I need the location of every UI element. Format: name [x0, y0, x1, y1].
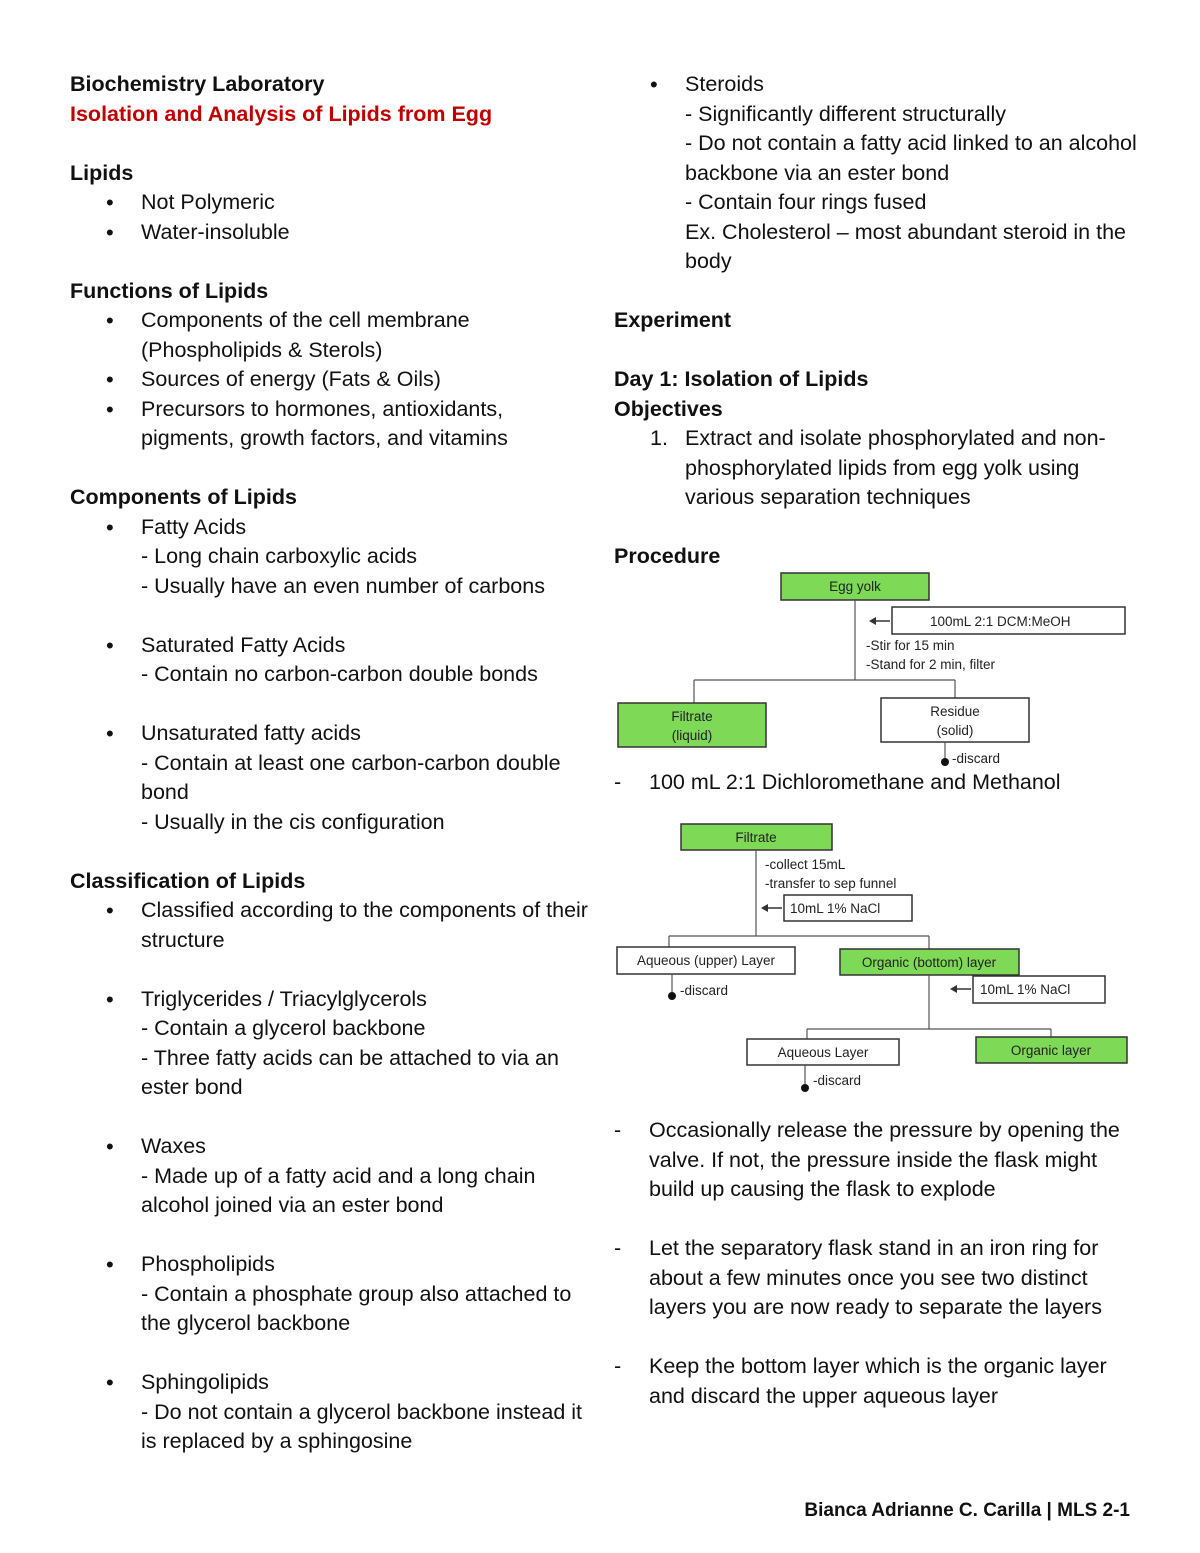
discard-dot [668, 992, 676, 1000]
procedure-heading: Procedure [614, 544, 721, 568]
item-title: • Saturated Fatty Acids [141, 632, 346, 657]
aqueous-upper-label: Aqueous (upper) Layer [636, 953, 776, 968]
discard-label: -discard [813, 1073, 862, 1088]
item-title: • Fatty Acids [141, 514, 247, 539]
procedure-note [614, 1234, 1144, 1323]
procedure-note [614, 768, 1144, 798]
filtrate-label: Filtrate [671, 708, 713, 724]
list-item: • Components of the cell membrane (Phospholipids & Sterols) [70, 306, 590, 365]
item-title: • Triglycerides / Triacylglycerols [141, 986, 427, 1011]
experiment-heading: Experiment [614, 308, 732, 332]
organic-bottom-label: Organic (bottom) layer [861, 955, 997, 970]
list-item [70, 896, 590, 955]
item-line: - Long chain carboxylic acids [141, 544, 418, 568]
topic-title: Isolation and Analysis of Lipids from Egg [70, 101, 493, 126]
day1-heading: Day 1: Isolation of Lipids [614, 367, 869, 391]
item-title: • Phospholipids [141, 1252, 275, 1276]
step-label: -transfer to sep funnel [765, 876, 897, 891]
procedure-flowchart-1 [614, 572, 1144, 768]
note-text: 100 mL 2:1 Dichloromethane and Methanol [649, 769, 1061, 794]
classification-list [70, 896, 590, 1457]
item-line: - Three fatty acids can be attached to via an ester bond [141, 1045, 559, 1099]
item-title: • Steroids [685, 72, 764, 96]
item-line: - Made up of a fatty acid and a long chain alcohol joined via an ester bond [141, 1163, 536, 1217]
course-title: Biochemistry Laboratory [70, 72, 325, 96]
author-footer: Bianca Adrianne C. Carilla | MLS 2-1 [804, 1500, 1130, 1521]
reagent-label: 10mL 1% NaCl [790, 901, 881, 916]
arrow-head [950, 985, 957, 993]
list-item: • Sources of energy (Fats & Oils) [70, 365, 590, 395]
list-item: • Not Polymeric [70, 188, 590, 218]
item-line: - Contain no carbon-carbon double bonds [141, 662, 538, 686]
egg-yolk-label: Egg yolk [829, 578, 881, 594]
discard-label: -discard [952, 750, 1001, 766]
reagent-label: 100mL 2:1 DCM:MeOH [930, 613, 1071, 629]
item-text: Extract and isolate phosphorylated and non-phosphorylated lipids from egg yolk using various separation techniques [685, 426, 1106, 509]
list-item [70, 719, 590, 837]
filtrate-label: (liquid) [671, 727, 713, 743]
item-line: - Contain at least one carbon-carbon double bond [141, 750, 561, 804]
components-list [70, 513, 590, 838]
item-title: • Sphingolipids [141, 1370, 269, 1394]
dash-mark: - [614, 1118, 622, 1142]
discard-dot [801, 1084, 809, 1092]
components-heading: Components of Lipids [70, 485, 297, 509]
list-item [614, 424, 1144, 513]
residue-label: Residue [930, 703, 980, 719]
list-item [70, 513, 590, 602]
left-column [70, 70, 590, 1457]
item-title: • Classified according to the components of their structure [141, 898, 588, 952]
list-item [614, 70, 1144, 277]
dash-mark: - [614, 769, 622, 794]
discard-dot [941, 758, 949, 766]
item-title: • Unsaturated fatty acids [141, 721, 361, 745]
item-number: 1. [650, 426, 668, 450]
classification-heading: Classification of Lipids [70, 868, 306, 893]
procedure-note [614, 1116, 1144, 1205]
filtrate-label: Filtrate [735, 830, 777, 845]
list-item [70, 1132, 590, 1221]
step-label: -Stand for 2 min, filter [866, 656, 996, 672]
item-line: - Significantly different structurally [685, 101, 1007, 126]
dash-mark: - [614, 1236, 622, 1260]
right-column [614, 70, 1144, 1411]
item-line: - Usually in the cis configuration [141, 809, 445, 834]
item-line: - Contain a glycerol backbone [141, 1016, 426, 1040]
steroids-list [614, 70, 1144, 277]
arrow-head [869, 617, 876, 625]
objectives-list [614, 424, 1144, 513]
item-line: - Do not contain a glycerol backbone instead it is replaced by a sphingosine [141, 1399, 583, 1453]
organic-layer-label: Organic layer [1010, 1043, 1092, 1058]
residue-label: (solid) [936, 722, 974, 738]
dash-mark: - [614, 1354, 622, 1378]
objectives-heading: Objectives [614, 396, 723, 421]
list-item [70, 985, 590, 1103]
procedure-note [614, 1352, 1144, 1411]
step-label: -Stir for 15 min [866, 637, 955, 653]
item-line: - Contain a phosphate group also attached to the glycerol backbone [141, 1281, 572, 1335]
list-item [70, 1250, 590, 1339]
functions-heading: Functions of Lipids [70, 278, 269, 303]
note-text: Occasionally release the pressure by opening the valve. If not, the pressure inside the flask might build up causing the flask to explode [649, 1118, 1120, 1201]
note-text: Keep the bottom layer which is the organic layer and discard the upper aqueous layer [649, 1354, 1107, 1408]
item-line: - Usually have an even number of carbons [141, 573, 545, 598]
aqueous-layer-label: Aqueous Layer [777, 1045, 869, 1060]
list-item: • Water-insoluble [70, 218, 590, 248]
item-line: - Contain four rings fused [685, 190, 927, 214]
reagent-label: 10mL 1% NaCl [980, 982, 1071, 997]
discard-label: -discard [680, 983, 729, 998]
list-item: • Precursors to hormones, antioxidants, pigments, growth factors, and vitamins [70, 395, 590, 454]
functions-list [70, 306, 590, 454]
lipids-heading: Lipids [70, 160, 134, 185]
item-title: • Waxes [141, 1134, 206, 1158]
list-item [70, 631, 590, 690]
lipids-list [70, 188, 590, 247]
procedure-flowchart-2 [614, 823, 1144, 1108]
arrow-head [761, 904, 768, 912]
list-item [70, 1368, 590, 1457]
item-line: - Do not contain a fatty acid linked to an alcohol backbone via an ester bond [685, 131, 1137, 185]
note-text: Let the separatory flask stand in an iron ring for about a few minutes once you see two distinct layers you are now ready to separate the layers [649, 1236, 1102, 1319]
step-label: -collect 15mL [765, 857, 846, 872]
item-line: Ex. Cholesterol – most abundant steroid in the body [685, 219, 1127, 273]
